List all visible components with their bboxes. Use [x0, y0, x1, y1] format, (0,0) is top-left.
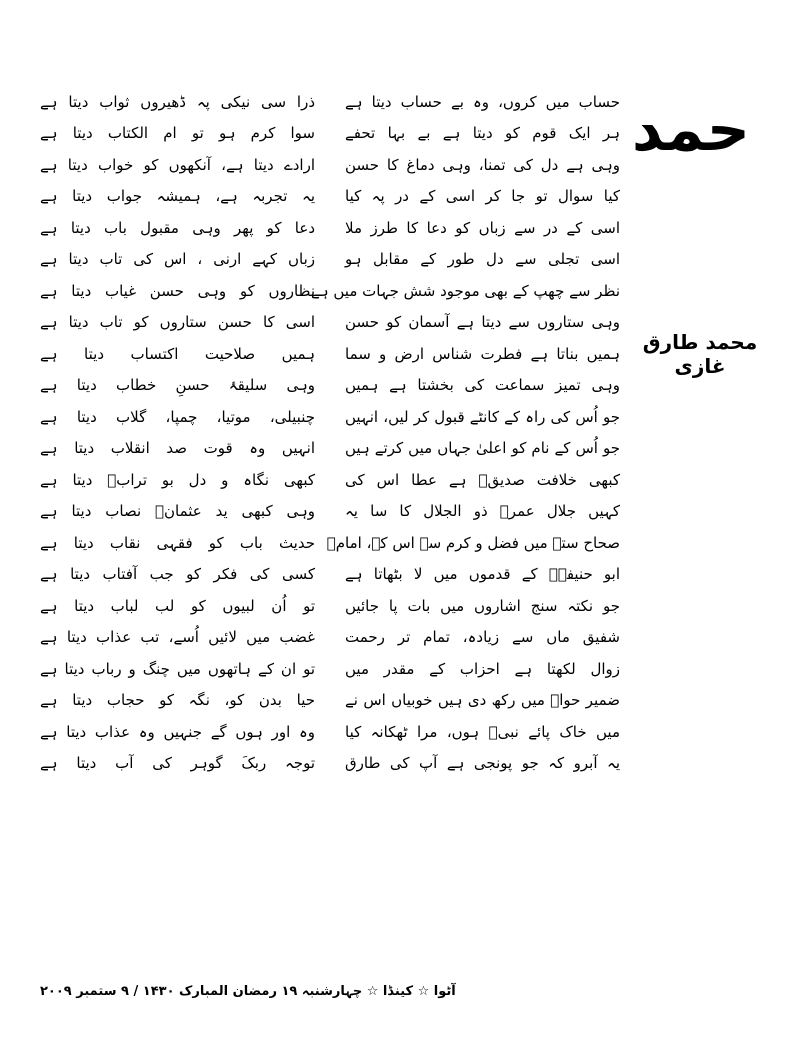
couplet	[40, 86, 620, 118]
first-line: میں خاک پائے نبیؐ ہوں، مرا ٹھکانہ کیا	[345, 722, 620, 741]
second-line: دعا کو پھر وہی مقبول باب دیتا ہے	[40, 218, 315, 237]
couplet	[40, 212, 620, 244]
first-line: اسی تجلی سے دل طور کے مقابل ہو	[345, 250, 620, 269]
first-line: ہر ایک قوم کو دیتا ہے بے بہا تحفے	[345, 124, 620, 143]
second-line: ارادے دیتا ہے، آنکھوں کو خواب دیتا ہے	[40, 155, 315, 174]
couplet	[40, 244, 620, 276]
first-line: وہی ہے دل کی تمنا، وہی دماغ کا حسن	[345, 155, 620, 174]
couplet	[40, 275, 620, 307]
author-name: محمد طارق غازی	[642, 330, 758, 378]
couplet	[40, 527, 620, 559]
first-line: جو نکتہ سنج اشاروں میں بات پا جائیں	[345, 596, 620, 615]
second-line: وہی کبھی ید عثمانؓ نصاب دیتا ہے	[40, 502, 315, 521]
second-line: یہ تجربہ ہے، ہمیشہ جواب دیتا ہے	[40, 187, 315, 206]
first-line: نظر سے چھپ کے بھی موجود شش جہات میں ہے	[311, 281, 620, 300]
second-line: کبھی نگاہ و دل بو ترابؓ دیتا ہے	[40, 470, 315, 489]
second-line: وہی سلیقۂ حسنِ خطاب دیتا ہے	[40, 376, 315, 395]
second-line: تو ان کے ہاتھوں میں چنگ و رباب دیتا ہے	[40, 659, 315, 678]
first-line: جو اُس کی راہ کے کانٹے قبول کر لیں، انہیں	[345, 407, 620, 426]
second-line: چنبیلی، موتیا، چمپا، گلاب دیتا ہے	[40, 407, 315, 426]
couplet	[40, 653, 620, 685]
couplet	[40, 181, 620, 213]
couplet	[40, 622, 620, 654]
page-title: حمد	[631, 95, 750, 165]
couplet	[40, 559, 620, 591]
second-line: وہ اور ہوں گے جنہیں وہ عذاب دیتا ہے	[40, 722, 315, 741]
second-line: اسی کا حسن ستاروں کو تاب دیتا ہے	[40, 313, 315, 332]
first-line: اسی کے در سے زباں کو دعا کا طرز ملا	[345, 218, 620, 237]
couplet	[40, 149, 620, 181]
second-line: حیا بدن کو، نگہ کو حجاب دیتا ہے	[40, 691, 315, 710]
first-line: کبھی خلافت صدیقؓ ہے عطا اس کی	[345, 470, 620, 489]
couplet	[40, 716, 620, 748]
first-line: یہ آبرو کہ جو پونجی ہے آپ کی طارق	[345, 754, 620, 773]
first-line: ابو حنیفہؒ کے قدموں میں لا بٹھاتا ہے	[345, 565, 620, 584]
second-line: زباں کہے ارنی ، اس کی تاب دیتا ہے	[40, 250, 315, 269]
second-line: توجہ ربکَ گوہر کی آب دیتا ہے	[40, 754, 315, 773]
first-line: جو اُس کے نام کو اعلیٰ جہاں میں کرتے ہیں	[345, 439, 620, 458]
first-line: ہمیں بناتا ہے فطرت شناس ارض و سما	[345, 344, 620, 363]
first-line: کہیں جلال عمرؓ ذو الجلال کا سا یہ	[345, 502, 620, 521]
footer-dateline: آٹوا ☆ کینڈا ☆ چہارشنبہ ۱۹ رمضان المبارک ۱۴۳۰ / ۹ ستمبر ۲۰۰۹	[40, 984, 456, 999]
couplet	[40, 338, 620, 370]
first-line: وہی ستاروں سے دیتا ہے آسمان کو حسن	[345, 313, 620, 332]
first-line: کیا سوال تو جا کر اسی کے در پہ کیا	[345, 187, 620, 206]
second-line: تو اُن لبیوں کو لب لباب دیتا ہے	[40, 596, 315, 615]
second-line: کسی کی فکر کو جب آفتاب دیتا ہے	[40, 565, 315, 584]
first-line: شفیق ماں سے زیادہ، تمام تر رحمت	[345, 628, 620, 647]
couplet	[40, 464, 620, 496]
couplet	[40, 433, 620, 465]
couplet	[40, 685, 620, 717]
first-line: حساب میں کروں، وہ بے حساب دیتا ہے	[345, 92, 620, 111]
couplet	[40, 118, 620, 150]
second-line: حدیث باب کو فقہی نقاب دیتا ہے	[40, 533, 315, 552]
couplet	[40, 307, 620, 339]
poem-body	[40, 86, 620, 779]
first-line: وہی تمیز سماعت کی بخشتا ہے ہمیں	[345, 376, 620, 395]
couplet	[40, 590, 620, 622]
couplet	[40, 748, 620, 780]
second-line: غضب میں لائیں اُسے، تب عذاب دیتا ہے	[40, 628, 315, 647]
couplet	[40, 370, 620, 402]
second-line: ہمیں صلاحیت اکتساب دیتا ہے	[40, 344, 315, 363]
second-line: انہیں وہ قوت صد انقلاب دیتا ہے	[40, 439, 315, 458]
second-line: سوا کرم ہو تو ام الکتاب دیتا ہے	[40, 124, 315, 143]
first-line: ضمیر حواؑ میں رکھ دی ہیں خوبیاں اس نے	[345, 691, 620, 710]
second-line: ذرا سی نیکی پہ ڈھیروں ثواب دیتا ہے	[40, 92, 315, 111]
first-line: زوال لکھتا ہے احزاب کے مقدر میں	[345, 659, 620, 678]
couplet	[40, 401, 620, 433]
second-line: نظاروں کو وہی حسن غیاب دیتا ہے	[40, 281, 315, 300]
first-line: صحاح ستہ میں فضل و کرم سے اس کے، امامؒ	[326, 533, 620, 552]
couplet	[40, 496, 620, 528]
